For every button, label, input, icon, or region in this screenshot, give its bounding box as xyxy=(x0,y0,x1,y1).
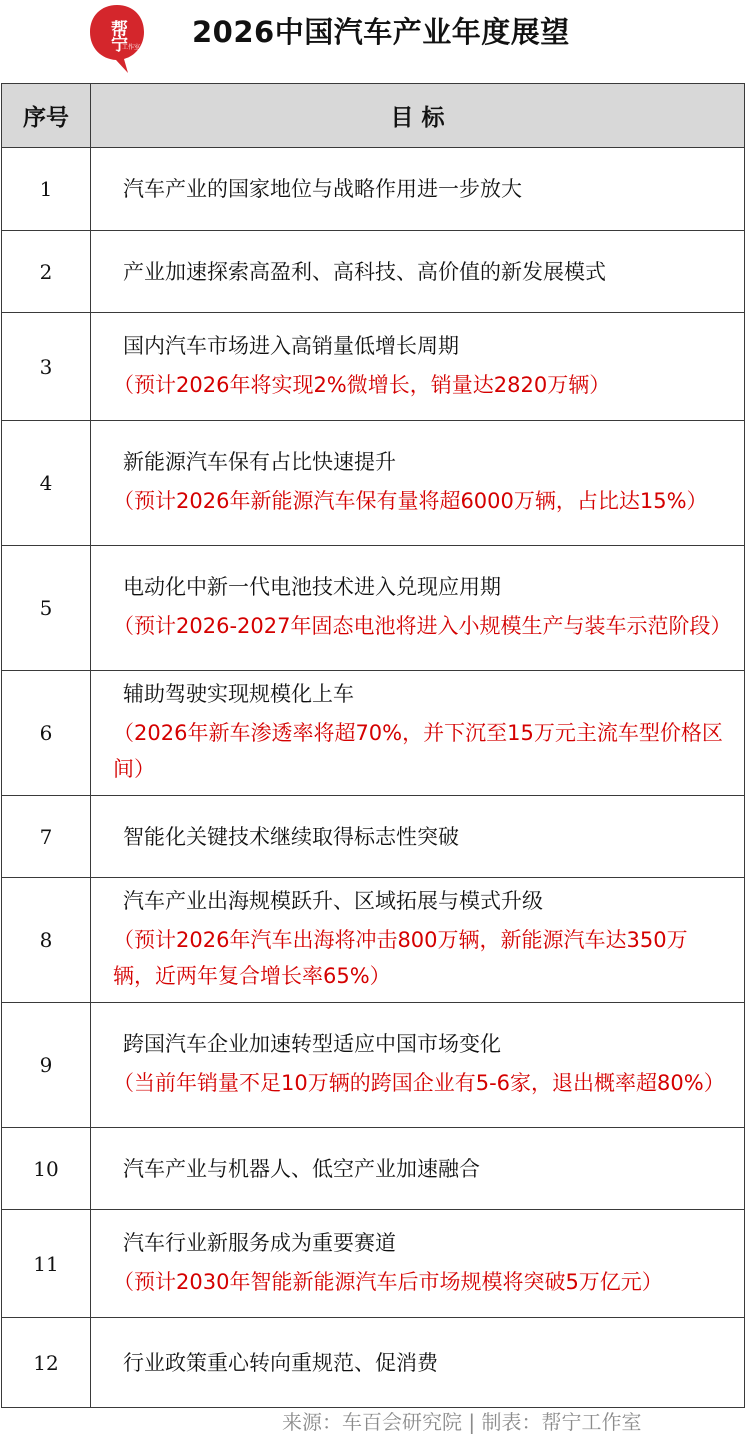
table-row xyxy=(2,546,745,671)
table-row xyxy=(2,148,745,231)
goal-forecast-note: （当前年销量不足10万辆的跨国企业有5-6家，退出概率超80%） xyxy=(113,1071,725,1095)
goal-forecast-note: （预计2026年新能源汽车保有量将超6000万辆，占比达15%） xyxy=(113,489,708,513)
table-row xyxy=(2,421,745,546)
table-row xyxy=(2,231,745,313)
header-num: 序号 xyxy=(2,84,91,148)
row-goal xyxy=(91,671,745,796)
goal-main-text: 新能源汽车保有占比快速提升 xyxy=(123,450,396,474)
row-goal xyxy=(91,231,745,313)
header xyxy=(0,0,745,82)
table-row xyxy=(2,1318,745,1408)
row-number: 7 xyxy=(2,796,91,878)
table-row xyxy=(2,313,745,421)
outlook-table xyxy=(1,83,745,1408)
row-number: 12 xyxy=(2,1318,91,1408)
row-number: 5 xyxy=(2,546,91,671)
row-goal xyxy=(91,1128,745,1210)
row-number: 9 xyxy=(2,1003,91,1128)
table-row xyxy=(2,671,745,796)
row-goal xyxy=(91,1210,745,1318)
logo-text: 帮宁 xyxy=(107,20,127,50)
goal-main-text: 汽车行业新服务成为重要赛道 xyxy=(123,1230,396,1255)
bangning-logo xyxy=(88,3,146,75)
row-number: 11 xyxy=(2,1210,91,1318)
row-number: 2 xyxy=(2,231,91,313)
row-goal xyxy=(91,546,745,671)
goal-forecast-note: （2026年新车渗透率将超70%，并下沉至15万元主流车型价格区间） xyxy=(113,721,723,781)
row-goal xyxy=(91,148,745,231)
goal-main-text: 辅助驾驶实现规模化上车 xyxy=(123,682,354,706)
table-row xyxy=(2,878,745,1003)
goal-main-text: 产业加速探索高盈利、高科技、高价值的新发展模式 xyxy=(123,259,606,284)
row-number: 8 xyxy=(2,878,91,1003)
row-goal xyxy=(91,313,745,421)
page-title: 2026中国汽车产业年度展望 xyxy=(192,15,570,49)
row-number: 10 xyxy=(2,1128,91,1210)
goal-main-text: 智能化关键技术继续取得标志性突破 xyxy=(123,824,459,849)
goal-forecast-note: （预计2026年汽车出海将冲击800万辆，新能源汽车达350万辆，近两年复合增长率65%） xyxy=(113,928,688,988)
table-row xyxy=(2,1128,745,1210)
header-goal: 目 标 xyxy=(91,84,745,148)
row-goal xyxy=(91,1003,745,1128)
goal-main-text: 国内汽车市场进入高销量低增长周期 xyxy=(123,333,459,358)
goal-main-text: 电动化中新一代电池技术进入兑现应用期 xyxy=(123,575,501,599)
logo-subtext: 工作室 xyxy=(121,44,141,51)
row-number: 4 xyxy=(2,421,91,546)
row-goal xyxy=(91,878,745,1003)
goal-forecast-note: （预计2026年将实现2%微增长，销量达2820万辆） xyxy=(113,372,611,397)
source-note: 来源：车百会研究院 | 制表：帮宁工作室 xyxy=(282,1410,642,1434)
goal-main-text: 汽车产业的国家地位与战略作用进一步放大 xyxy=(123,177,522,201)
row-number: 6 xyxy=(2,671,91,796)
goal-forecast-note: （预计2026-2027年固态电池将进入小规模生产与装车示范阶段） xyxy=(113,614,732,638)
row-goal xyxy=(91,421,745,546)
row-number: 3 xyxy=(2,313,91,421)
goal-main-text: 跨国汽车企业加速转型适应中国市场变化 xyxy=(123,1032,501,1056)
table-header-row xyxy=(2,84,745,148)
table-row xyxy=(2,1210,745,1318)
goal-main-text: 汽车产业出海规模跃升、区域拓展与模式升级 xyxy=(123,889,543,913)
row-number: 1 xyxy=(2,148,91,231)
table-row xyxy=(2,796,745,878)
table-row xyxy=(2,1003,745,1128)
goal-main-text: 行业政策重心转向重规范、促消费 xyxy=(123,1350,438,1375)
goal-main-text: 汽车产业与机器人、低空产业加速融合 xyxy=(123,1156,480,1181)
row-goal xyxy=(91,796,745,878)
goal-forecast-note: （预计2030年智能新能源汽车后市场规模将突破5万亿元） xyxy=(113,1269,663,1294)
row-goal xyxy=(91,1318,745,1408)
